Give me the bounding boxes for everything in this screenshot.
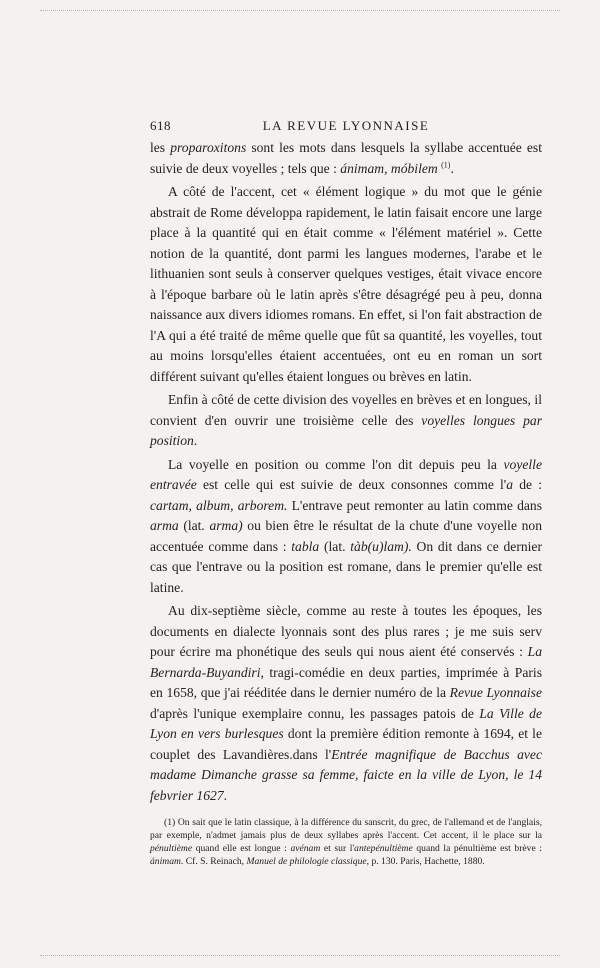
bottom-edge-line — [40, 955, 560, 956]
text-run: (lat. — [319, 538, 351, 554]
paragraph-1 — [150, 138, 542, 179]
italic-run: arma — [150, 518, 179, 533]
italic-run: antepénultième — [354, 843, 413, 854]
italic-run: pénultième — [150, 843, 193, 854]
top-edge-line — [40, 10, 560, 11]
text-run: On dit dans ce dernier cas que l'entrave ou la position est romane, dans le premier qu'elle est latine. — [150, 538, 542, 595]
body-text — [150, 138, 542, 806]
italic-run: La Bernarda-Buyandiri, — [150, 644, 542, 680]
text-run: . — [223, 787, 228, 803]
italic-run: tàb(u)lam). — [350, 538, 412, 554]
text-run: quand elle est longue : — [192, 843, 291, 854]
italic-run: proparoxitons — [170, 140, 247, 155]
text-run: . — [450, 160, 454, 176]
text-run: L'entrave peut remonter au latin comme dans — [287, 497, 542, 513]
italic-run: Manuel de philologie classique — [246, 856, 367, 867]
paragraph-2 — [150, 182, 542, 387]
text-run: les — [150, 140, 171, 155]
text-run: (1) On sait que le latin classique, à la différence du sanscrit, du grec, de l'allemand et de l'anglais, par exemple, n'admet jamais plus de deux syllabes après l'accent. Cet accent, il le place sur la — [150, 817, 542, 841]
italic-run: ánimam, móbilem — [340, 160, 438, 176]
text-run: tragi-comédie en deux parties, imprimée à Paris en 1658, que j'ai rééditée dans le dernier numéro de la — [150, 664, 542, 700]
italic-run: Revue Lyonnaise — [449, 685, 543, 700]
text-run: d'après l'unique exemplaire connu, les passages patois de — [150, 705, 480, 721]
book-page — [150, 118, 542, 868]
italic-run: ánimam — [150, 856, 181, 867]
text-run: A côté de l'accent, cet « élément logique » du mot que le génie abstrait de Rome développa rapidement, le latin faisait encore une large place à la quantité qui en était comme « l'élément matériel ». Cette notion de la quantité, dont parmi les langues modernes, l'arabe et le lithuanien sont seuls à conserver quelques vestiges, était vivace encore à l'époque barbare où le latin après s'être désagrégé peu à peu, donna naissance aux divers idiomes romans. En effet, si l'on fait abstraction de l'A qui a été traité de même quelle que fût sa quantité, les voyelles, tout au moins lorsqu'elles étaient accentuées, ont eu en roman un sort différent suivant qu'elles étaient longues ou brèves en latin. — [150, 184, 542, 384]
paragraph-3 — [150, 390, 542, 452]
text-run: dont la première édition remonte à 1694, et le couplet des Lavandières.dans l' — [150, 726, 542, 762]
italic-run: voyelle entravée — [150, 456, 542, 492]
italic-run: tabla — [291, 538, 320, 554]
italic-run: avénam — [290, 843, 321, 854]
italic-run: cartam, album, arborem. — [150, 497, 288, 513]
text-run: quand la pénultième est brève : — [412, 843, 542, 854]
text-run: Enfin à côté de cette division des voyelles en brèves et en longues, il convient d'en ouvrir une troisième celle des — [150, 392, 542, 428]
text-run: (lat. — [178, 518, 210, 533]
text-run: Au dix-septième siècle, comme au reste à toutes les époques, les documents en dialecte lyonnais sont des plus rares ; je me suis serv pour écrire ma phonétique des seuls qui nous aient été conservés : — [150, 603, 542, 659]
text-run: et sur l' — [320, 843, 355, 854]
page-number: 618 — [150, 118, 171, 133]
running-header — [150, 118, 542, 136]
italic-run: voyelles longues par position — [150, 412, 542, 448]
italic-run: a — [506, 477, 514, 492]
paragraph-5 — [150, 601, 542, 806]
text-run: La voyelle en position ou comme l'on dit depuis peu la — [168, 456, 504, 472]
text-run: . Cf. S. Reinach, — [180, 856, 247, 867]
text-run: sont les mots dans lesquels la syllabe accentuée est suivie de deux voyelles ; tels que : — [150, 140, 543, 176]
footnote-reference: (1) — [441, 159, 451, 169]
text-run: ou bien être le résultat de la chute d'une voyelle non accentuée comme dans : — [150, 518, 542, 554]
text-run: , p. 130. Paris, Hachette, 1880. — [366, 856, 485, 867]
paragraph-4 — [150, 455, 542, 599]
text-run: . — [193, 433, 198, 448]
italic-run: La Ville de Lyon en vers burlesques — [150, 705, 542, 741]
text-run: de : — [513, 477, 542, 492]
footnote — [150, 816, 542, 868]
running-title: LA REVUE LYONNAISE — [262, 118, 430, 133]
italic-run: Entrée magnifique de Bacchus avec madame Dimanche grasse sa femme, faicte en la ville de Lyon, le 14 febvrier 1627 — [150, 746, 542, 803]
text-run: est celle qui est suivie de deux consonnes comme l' — [196, 477, 507, 492]
italic-run: arma) — [209, 518, 243, 533]
